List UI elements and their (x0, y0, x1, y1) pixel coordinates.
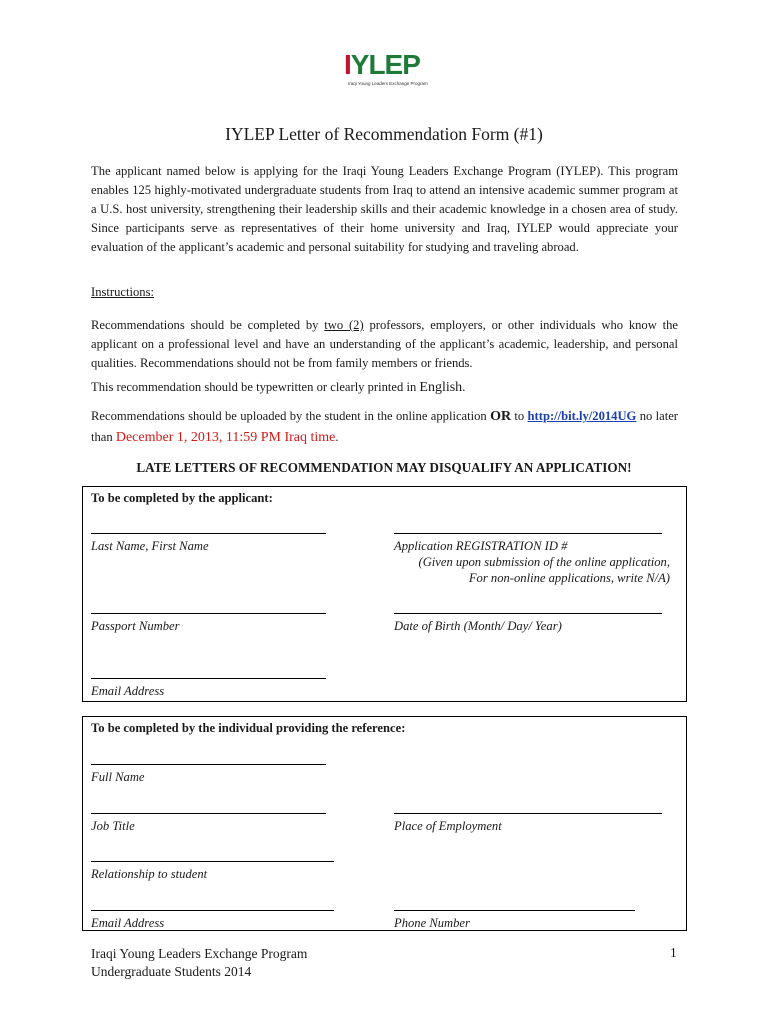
upload-text-to: to (511, 409, 528, 423)
footer-subtitle: Undergraduate Students 2014 (91, 964, 252, 979)
field-line (91, 812, 326, 814)
registration-note-1: (Given upon submission of the online application, (418, 555, 670, 569)
rec-text-before: Recommendations should be completed by (91, 318, 325, 332)
full-name-field[interactable] (91, 763, 326, 785)
field-line (91, 909, 334, 911)
reference-section (82, 716, 687, 931)
upload-link[interactable]: http://bit.ly/2014UG (527, 409, 637, 423)
page-number: 1 (670, 945, 677, 960)
field-line (91, 532, 326, 534)
relationship-field[interactable] (91, 860, 334, 882)
last-first-name-field[interactable] (91, 532, 326, 554)
field-label: Relationship to student (91, 867, 208, 881)
applicant-section (82, 486, 687, 702)
rec-text-after: professors, employers, or other individuals who know the applicant on a professional level and have an understanding of the applicant’s academic, leadership, and personal qualities. Recommendations should not be from family members or friends. (91, 318, 679, 370)
field-label: Full Name (91, 770, 145, 784)
reference-email-field[interactable] (91, 909, 334, 931)
registration-note-2: For non-online applications, write N/A) (468, 571, 670, 585)
field-line (91, 860, 334, 862)
field-label: Email Address (91, 916, 165, 930)
late-warning: LATE LETTERS OF RECOMMENDATION MAY DISQUALIFY AN APPLICATION! (136, 460, 632, 475)
type-text-after: . (462, 380, 466, 394)
upload-paragraph (91, 406, 678, 448)
field-label: Passport Number (91, 619, 180, 633)
passport-number-field[interactable] (91, 612, 326, 634)
field-label: Phone Number (394, 916, 470, 930)
registration-id-field[interactable] (394, 532, 662, 554)
field-line (394, 532, 662, 534)
reference-section-heading: To be completed by the individual providing the reference: (91, 721, 406, 735)
field-label: Last Name, First Name (91, 539, 209, 553)
field-label: Place of Employment (394, 819, 502, 833)
instructions-heading: Instructions: (91, 285, 154, 299)
recommender-paragraph (91, 316, 678, 373)
iylep-logo (344, 50, 426, 94)
page-title: IYLEP Letter of Recommendation Form (#1) (225, 124, 543, 144)
field-label: Email Address (91, 684, 165, 698)
intro-paragraph: The applicant named below is applying for the Iraqi Young Leaders Exchange Program (IYLEP). This program enables 125 highly-motivated undergraduate students from Iraq to attend an intensive academic summer program at a U.S. host university, strengthening their leadership skills and their academic knowledge in a chosen area of study. Since participants serve as representatives of their home university and Iraq, IYLEP would appreciate your evaluation of the applicant’s academic and personal suitability for studying and traveling abroad. (91, 164, 678, 254)
language-paragraph (91, 378, 678, 397)
type-text-before: This recommendation should be typewritten or clearly printed in (91, 380, 420, 394)
deadline-text: December 1, 2013, 11:59 PM Iraq time (115, 430, 336, 445)
upload-text-before: Recommendations should be uploaded by the student in the online application (91, 409, 491, 423)
place-of-employment-field[interactable] (394, 812, 662, 834)
field-line (91, 763, 326, 765)
logo-tagline: Iraqi Young Leaders Exchange Program (348, 81, 428, 86)
upload-text-mid: no later than (91, 409, 679, 444)
logo-letters: YLEP (350, 49, 420, 80)
date-of-birth-field[interactable] (394, 612, 662, 634)
field-line (91, 612, 326, 614)
logo-letter-i: I (344, 49, 351, 80)
footer-program: Iraqi Young Leaders Exchange Program (91, 946, 308, 961)
type-language: English (419, 380, 463, 395)
job-title-field[interactable] (91, 812, 326, 834)
field-label: Job Title (91, 819, 135, 833)
applicant-section-heading: To be completed by the applicant: (91, 491, 273, 505)
field-line (394, 909, 635, 911)
field-label: Application REGISTRATION ID # (394, 539, 568, 553)
upload-text-end: . (335, 430, 339, 444)
upload-or: OR (490, 409, 512, 424)
field-line (91, 677, 326, 679)
footer (91, 945, 307, 981)
logo-wordmark (344, 50, 420, 80)
rec-count: two (2) (324, 318, 364, 332)
phone-number-field[interactable] (394, 909, 635, 931)
applicant-email-field[interactable] (91, 677, 326, 699)
field-line (394, 612, 662, 614)
field-label: Date of Birth (Month/ Day/ Year) (394, 619, 562, 633)
field-line (394, 812, 662, 814)
